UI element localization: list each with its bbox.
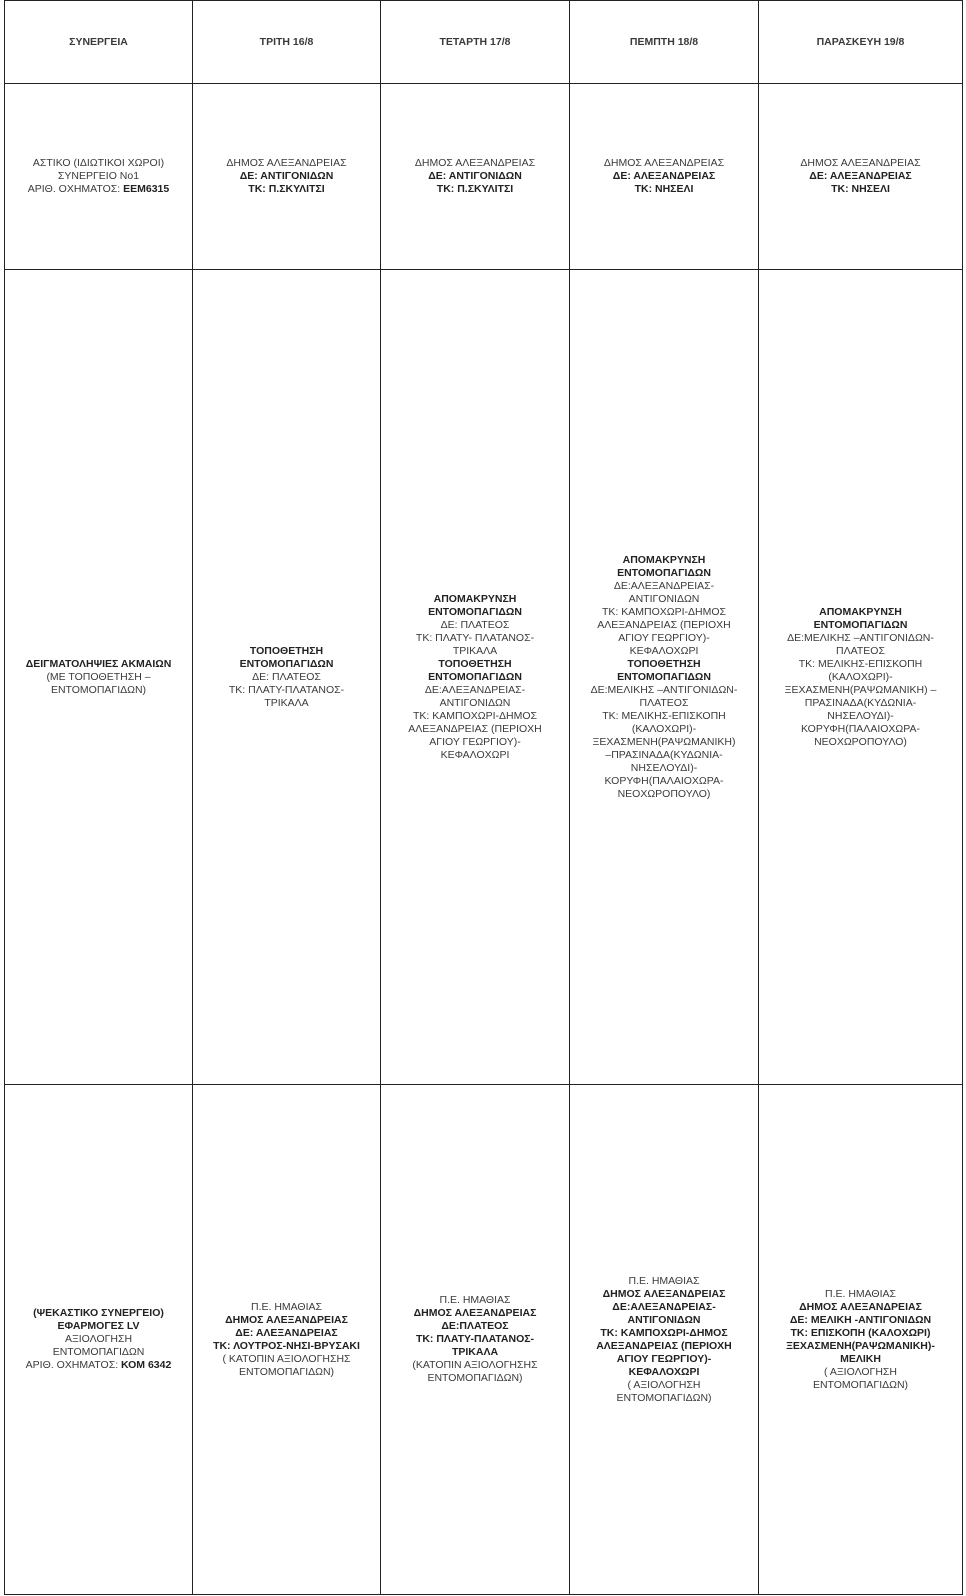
table-row-sampling xyxy=(5,270,963,1085)
vehicle-line xyxy=(11,1359,186,1372)
cell-sampling-task xyxy=(5,270,193,1085)
cell-line: ΑΛΕΞΑΝΔΡΕΙΑΣ (ΠΕΡΙΟΧΗ xyxy=(597,618,731,631)
cell-line: ΤΟΠΟΘΕΤΗΣΗ xyxy=(438,657,512,670)
cell-line: Π.Ε. ΗΜΑΘΙΑΣ xyxy=(824,1287,897,1300)
cell-line: ΤΚ: ΝΗΣΕΛΙ xyxy=(634,183,694,195)
cell-spraying-team xyxy=(5,1085,193,1595)
cell-line: ( ΑΞΙΟΛΟΓΗΣΗ xyxy=(627,1378,701,1391)
cell-line: (ΚΑΤΟΠΙΝ ΑΞΙΟΛΟΓΗΣΗΣ xyxy=(412,1359,538,1371)
cell-line: ΕΝΤΟΜΟΠΑΓΙΔΩΝ) xyxy=(427,1372,523,1384)
cell-line: ΣΥΝΕΡΓΕΙΟ Νο1 xyxy=(57,170,140,182)
cell-line: ΔΕ:ΠΛΑΤΕΟΣ xyxy=(441,1320,509,1332)
vehicle-label: ΑΡΙΘ. ΟΧΗΜΑΤΟΣ: xyxy=(25,1359,122,1371)
cell-line: ΔΕ: ΑΛΕΞΑΝΔΡΕΙΑΣ xyxy=(235,1326,338,1339)
header-tuesday: ΤΡΙΤΗ 16/8 xyxy=(193,1,381,84)
cell-line: ΝΗΣΕΛΟΥΔΙ)- xyxy=(630,761,698,774)
cell-line: ΕΝΤΟΜΟΠΑΓΙΔΩΝ xyxy=(428,670,522,683)
cell-line: ΤΡΙΚΑΛΑ xyxy=(452,644,498,657)
cell-line: ΚΟΡΥΦΗ(ΠΑΛΑΙΟΧΩΡΑ- xyxy=(801,722,920,735)
cell-line: (ΜΕ ΤΟΠΟΘΕΤΗΣΗ – xyxy=(46,670,151,683)
cell-line: ΔΕΙΓΜΑΤΟΛΗΨΙΕΣ ΑΚΜΑΙΩΝ xyxy=(25,657,172,670)
cell-line: Π.Ε. ΗΜΑΘΙΑΣ xyxy=(628,1274,700,1287)
cell-line: ΤΚ: ΠΛΑΤΥ-ΠΛΑΤΑΝΟΣ- xyxy=(228,683,345,696)
cell-line: ΑΝΤΙΓΟΝΙΔΩΝ xyxy=(627,1313,701,1326)
cell-line: ΜΕΛΙΚΗ xyxy=(840,1352,881,1365)
cell-line: ΔΕ:ΑΛΕΞΑΝΔΡΕΙΑΣ- xyxy=(613,579,715,592)
cell-line: ΑΞΙΟΛΟΓΗΣΗ xyxy=(64,1333,133,1345)
cell-line: ΔΗΜΟΣ ΑΛΕΞΑΝΔΡΕΙΑΣ xyxy=(413,1307,537,1319)
cell-line: ΤΟΠΟΘΕΤΗΣΗ xyxy=(249,644,324,657)
cell-line: ΔΕ: ΑΛΕΞΑΝΔΡΕΙΑΣ xyxy=(612,170,716,182)
cell-thu-spraying xyxy=(570,1085,759,1595)
cell-line: ΕΝΤΟΜΟΠΑΓΙΔΩΝ xyxy=(617,566,711,579)
cell-line: ΠΛΑΤΕΟΣ xyxy=(639,696,689,709)
table-row-urban-team xyxy=(5,84,963,270)
cell-line: ΕΝΤΟΜΟΠΑΓΙΔΩΝ xyxy=(813,618,908,631)
cell-line: ΤΟΠΟΘΕΤΗΣΗ xyxy=(627,657,701,670)
cell-line: ΕΝΤΟΜΟΠΑΓΙΔΩΝ) xyxy=(238,1365,335,1378)
cell-line: ΑΛΕΞΑΝΔΡΕΙΑΣ (ΠΕΡΙΟΧΗ xyxy=(596,1339,732,1352)
cell-wed-location xyxy=(381,84,570,270)
cell-line: ΤΚ: ΚΑΜΠΟΧΩΡΙ-ΔΗΜΟΣ xyxy=(600,1326,728,1339)
cell-line: Π.Ε. ΗΜΑΘΙΑΣ xyxy=(250,1300,323,1313)
cell-line: ΝΗΣΕΛΟΥΔΙ)- xyxy=(827,709,894,722)
cell-line: ΔΗΜΟΣ ΑΛΕΞΑΝΔΡΕΙΑΣ xyxy=(602,1287,726,1300)
cell-line: ΕΝΤΟΜΟΠΑΓΙΔΩΝ) xyxy=(616,1391,712,1404)
cell-line: ΔΕ:ΜΕΛΙΚΗΣ –ΑΝΤΙΓΟΝΙΔΩΝ- xyxy=(787,631,934,644)
cell-tue-spraying xyxy=(193,1085,381,1595)
cell-line: ΤΚ: ΕΠΙΣΚΟΠΗ (ΚΑΛΟΧΩΡΙ) xyxy=(790,1326,931,1339)
cell-line: Π.Ε. ΗΜΑΘΙΑΣ xyxy=(439,1294,511,1306)
cell-line: ΚΟΡΥΦΗ(ΠΑΛΑΙΟΧΩΡΑ- xyxy=(604,774,724,787)
vehicle-number: ΕΕΜ6315 xyxy=(123,183,170,195)
cell-line: ΔΗΜΟΣ ΑΛΕΞΑΝΔΡΕΙΑΣ xyxy=(800,157,921,169)
cell-thu-sampling xyxy=(570,270,759,1085)
cell-line: ΞΕΧΑΣΜΕΝΗ(ΡΑΨΩΜΑΝΙΚΗ)- xyxy=(786,1339,935,1352)
cell-line: ΚΕΦΑΛΟΧΩΡΙ xyxy=(629,644,699,657)
cell-line: ΔΕ: ΑΛΕΞΑΝΔΡΕΙΑΣ xyxy=(809,170,912,182)
header-teams: ΣΥΝΕΡΓΕΙΑ xyxy=(5,1,193,84)
cell-line: ΞΕΧΑΣΜΕΝΗ(ΡΑΨΩΜΑΝΙΚΗ) – xyxy=(784,683,937,696)
cell-line: ΔΗΜΟΣ ΑΛΕΞΑΝΔΡΕΙΑΣ xyxy=(226,157,347,169)
cell-line: ΚΕΦΑΛΟΧΩΡΙ xyxy=(440,748,510,761)
cell-line: ΚΕΦΑΛΟΧΩΡΙ xyxy=(628,1365,700,1378)
cell-line: ΔΕ: ΑΝΤΙΓΟΝΙΔΩΝ xyxy=(239,170,334,182)
cell-line: ΔΗΜΟΣ ΑΛΕΞΑΝΔΡΕΙΑΣ xyxy=(414,157,536,169)
cell-line: ΤΚ: ΝΗΣΕΛΙ xyxy=(831,183,890,195)
cell-line: ΔΗΜΟΣ ΑΛΕΞΑΝΔΡΕΙΑΣ xyxy=(225,1313,348,1326)
table-row-spraying xyxy=(5,1085,963,1595)
cell-line: ΠΡΑΣΙΝΑΔΑ(ΚΥΔΩΝΙΑ- xyxy=(804,696,917,709)
cell-line: ΕΝΤΟΜΟΠΑΓΙΔΩΝ) xyxy=(50,683,147,696)
cell-line: ΠΛΑΤΕΟΣ xyxy=(836,644,885,657)
vehicle-number: ΚΟΜ 6342 xyxy=(121,1359,172,1371)
cell-line: ΤΚ: ΠΛΑΤΥ- ΠΛΑΤΑΝΟΣ- xyxy=(415,631,535,644)
header-wednesday: ΤΕΤΑΡΤΗ 17/8 xyxy=(381,1,570,84)
cell-tue-sampling xyxy=(193,270,381,1085)
header-row xyxy=(5,1,963,84)
cell-thu-location xyxy=(570,84,759,270)
schedule-table xyxy=(4,0,963,1595)
cell-line: ΤΚ: ΜΕΛΙΚΗΣ-ΕΠΙΣΚΟΠΗ xyxy=(798,657,923,670)
cell-line: ΔΕ:ΑΛΕΞΑΝΔΡΕΙΑΣ- xyxy=(612,1300,716,1313)
cell-line: ΤΚ: ΛΟΥΤΡΟΣ-ΝΗΣΙ-ΒΡΥΣΑΚΙ xyxy=(213,1339,360,1352)
cell-line: ΔΕ:ΜΕΛΙΚΗΣ –ΑΝΤΙΓΟΝΙΔΩΝ- xyxy=(590,683,738,696)
vehicle-label: ΑΡΙΘ. ΟΧΗΜΑΤΟΣ: xyxy=(27,183,124,195)
cell-line: ΤΚ: Π.ΣΚΥΛΙΤΣΙ xyxy=(248,183,325,195)
cell-line: ΔΗΜΟΣ ΑΛΕΞΑΝΔΡΕΙΑΣ xyxy=(799,1300,922,1313)
cell-line: ΤΚ: Π.ΣΚΥΛΙΤΣΙ xyxy=(436,183,514,195)
cell-line: ΕΝΤΟΜΟΠΑΓΙΔΩΝ xyxy=(239,657,334,670)
cell-line: ΝΕΟΧΩΡΟΠΟΥΛΟ) xyxy=(617,787,711,800)
cell-fri-sampling xyxy=(759,270,963,1085)
cell-line: ΝΕΟΧΩΡΟΠΟΥΛΟ) xyxy=(814,735,907,748)
vehicle-line xyxy=(11,183,186,196)
cell-line: ΑΠΟΜΑΚΡΥΝΣΗ xyxy=(819,605,902,618)
cell-line: ΑΛΕΞΑΝΔΡΕΙΑΣ (ΠΕΡΙΟΧΗ xyxy=(408,722,542,735)
cell-fri-spraying xyxy=(759,1085,963,1595)
cell-line: ΑΝΤΙΓΟΝΙΔΩΝ xyxy=(439,696,511,709)
cell-line: ΤΚ: ΠΛΑΤΥ-ΠΛΑΤΑΝΟΣ- xyxy=(415,1333,535,1345)
cell-line: ΤΡΙΚΑΛΑ xyxy=(451,1346,499,1358)
cell-line: ( ΑΞΙΟΛΟΓΗΣΗ xyxy=(824,1365,897,1378)
cell-wed-spraying xyxy=(381,1085,570,1595)
cell-line: ΤΚ: ΜΕΛΙΚΗΣ-ΕΠΙΣΚΟΠΗ xyxy=(602,709,726,722)
cell-line: ΤΚ: ΚΑΜΠΟΧΩΡΙ-ΔΗΜΟΣ xyxy=(412,709,538,722)
cell-line: (ΚΑΛΟΧΩΡΙ)- xyxy=(828,670,893,683)
cell-line: –ΠΡΑΣΙΝΑΔΑ(ΚΥΔΩΝΙΑ- xyxy=(605,748,723,761)
cell-line: ΔΕ: ΜΕΛΙΚΗ -ΑΝΤΙΓΟΝΙΔΩΝ xyxy=(789,1313,932,1326)
cell-line: ΑΓΙΟΥ ΓΕΩΡΓΙΟΥ)- xyxy=(616,1352,712,1365)
cell-line: ΑΠΟΜΑΚΡΥΝΣΗ xyxy=(433,592,517,605)
cell-line: ΕΝΤΟΜΟΠΑΓΙΔΩΝ) xyxy=(812,1378,909,1391)
cell-line: ΑΣΤΙΚΟ (ΙΔΙΩΤΙΚΟΙ ΧΩΡΟΙ) xyxy=(32,157,165,169)
cell-line: (ΨΕΚΑΣΤΙΚΟ ΣΥΝΕΡΓΕΙΟ) xyxy=(33,1307,164,1319)
cell-line: ΑΠΟΜΑΚΡΥΝΣΗ xyxy=(622,553,706,566)
cell-line: ΔΕ:ΑΛΕΞΑΝΔΡΕΙΑΣ- xyxy=(424,683,526,696)
header-thursday: ΠΕΜΠΤΗ 18/8 xyxy=(570,1,759,84)
cell-line: ΑΝΤΙΓΟΝΙΔΩΝ xyxy=(628,592,700,605)
cell-line: ΕΝΤΟΜΟΠΑΓΙΔΩΝ xyxy=(428,605,522,618)
cell-line: ΔΕ: ΑΝΤΙΓΟΝΙΔΩΝ xyxy=(428,170,522,182)
cell-line: ΔΕ: ΠΛΑΤΕΟΣ xyxy=(440,618,510,631)
cell-line: ΔΕ: ΠΛΑΤΕΟΣ xyxy=(252,670,321,683)
cell-line: ΑΓΙΟΥ ΓΕΩΡΓΙΟΥ)- xyxy=(618,631,710,644)
header-friday: ΠΑΡΑΣΚΕΥΗ 19/8 xyxy=(759,1,963,84)
cell-urban-team xyxy=(5,84,193,270)
cell-line: ΞΕΧΑΣΜΕΝΗ(ΡΑΨΩΜΑΝΙΚΗ) xyxy=(592,735,736,748)
cell-line: ΤΚ: ΚΑΜΠΟΧΩΡΙ-ΔΗΜΟΣ xyxy=(601,605,727,618)
cell-wed-sampling xyxy=(381,270,570,1085)
cell-line: ΑΓΙΟΥ ΓΕΩΡΓΙΟΥ)- xyxy=(429,735,521,748)
cell-fri-location xyxy=(759,84,963,270)
cell-tue-location xyxy=(193,84,381,270)
cell-line: (ΚΑΛΟΧΩΡΙ)- xyxy=(631,722,697,735)
cell-line: ( ΚΑΤΟΠΙΝ ΑΞΙΟΛΟΓΗΣΗΣ xyxy=(222,1352,351,1365)
cell-line: ΕΦΑΡΜΟΓΕΣ LV xyxy=(57,1320,140,1332)
cell-line: ΕΝΤΟΜΟΠΑΓΙΔΩΝ xyxy=(617,670,711,683)
cell-line: ΤΡΙΚΑΛΑ xyxy=(264,696,309,709)
cell-line: ΔΗΜΟΣ ΑΛΕΞΑΝΔΡΕΙΑΣ xyxy=(603,157,725,169)
cell-line: ΕΝΤΟΜΟΠΑΓΙΔΩΝ xyxy=(52,1346,145,1358)
